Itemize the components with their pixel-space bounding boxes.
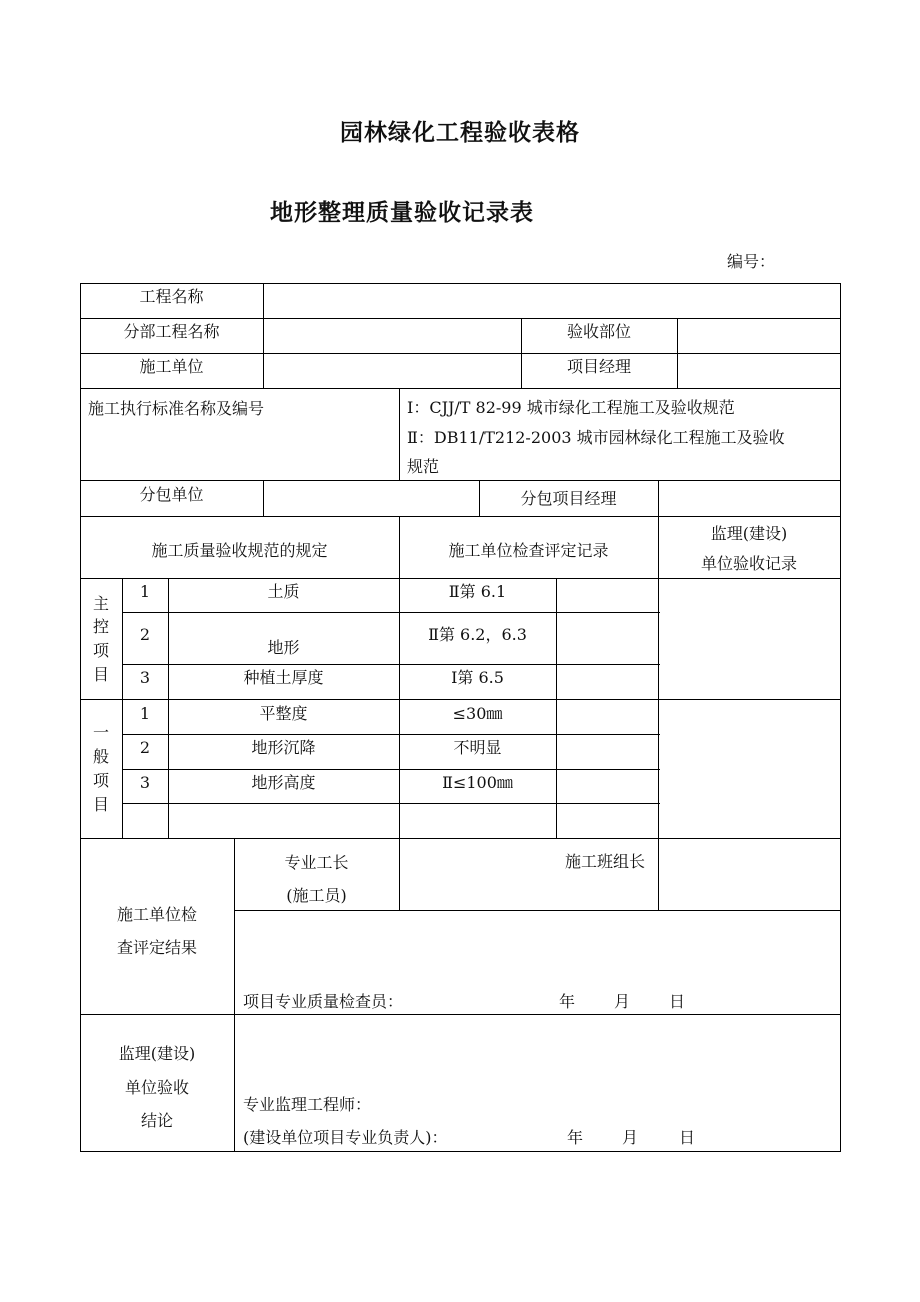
- subcontract-manager-field[interactable]: [659, 482, 840, 515]
- team-leader-signature-field[interactable]: [659, 840, 840, 909]
- date-year: 年: [567, 1128, 584, 1147]
- main-item-name: 土质: [267, 582, 300, 601]
- construction-unit-field[interactable]: [264, 355, 520, 387]
- standard-2-continued: 规范: [407, 457, 440, 476]
- main-item-name: 地形: [267, 638, 300, 657]
- general-item-spec: Ⅱ≤100㎜: [442, 773, 513, 792]
- main-item-name: 种植土厚度: [243, 668, 324, 687]
- acceptance-part-field[interactable]: [678, 320, 840, 352]
- spec-header: 施工质量验收规范的规定: [151, 541, 328, 560]
- form-title: 地形整理质量验收记录表: [270, 200, 534, 226]
- project-name-label: 工程名称: [139, 287, 204, 306]
- main-item-no: 1: [139, 582, 151, 601]
- date-day: 日: [669, 992, 686, 1011]
- main-item-no: 2: [139, 625, 151, 644]
- date-month: 月: [622, 1128, 639, 1147]
- date-year: 年: [559, 992, 576, 1011]
- standard-label: 施工执行标准名称及编号: [88, 399, 265, 418]
- supervision-header-line1: 监理(建设): [710, 524, 788, 543]
- subcontractor-label: 分包单位: [139, 485, 204, 504]
- general-items-label-char: 一: [92, 723, 109, 742]
- project-name-field[interactable]: [264, 286, 840, 317]
- main-item-no: 3: [139, 668, 151, 687]
- general-items-label-char: 目: [92, 795, 109, 814]
- foreman-signature-field[interactable]: [400, 840, 557, 909]
- supervisor-label: 专业监理工程师：: [243, 1095, 372, 1114]
- general-item-name: 平整度: [259, 704, 308, 723]
- date-day: 日: [679, 1128, 696, 1147]
- general-items-label-char: 项: [92, 771, 109, 790]
- standard-2: Ⅱ：DB11/T212-2003 城市园林绿化工程施工及验收: [407, 428, 785, 447]
- general-items-label-char: 般: [92, 747, 109, 766]
- project-manager-label: 项目经理: [566, 357, 631, 376]
- quality-inspector-label: 项目专业质量检查员：: [243, 992, 404, 1011]
- subcontract-manager-label: 分包项目经理: [520, 489, 617, 508]
- project-manager-field[interactable]: [678, 355, 840, 387]
- general-item-no: 2: [139, 738, 151, 757]
- owner-rep-label: (建设单位项目专业负责人)：: [243, 1128, 448, 1147]
- main-items-label-char: 主: [92, 594, 109, 613]
- acceptance-part-label: 验收部位: [566, 322, 631, 341]
- check-record-header: 施工单位检查评定记录: [448, 541, 609, 560]
- main-items-label-char: 控: [92, 617, 109, 636]
- main-items-label-char: 项: [92, 641, 109, 660]
- general-item-name: 地形沉降: [251, 738, 316, 757]
- general-item-spec: ≤30㎜: [452, 704, 503, 723]
- document-title: 园林绿化工程验收表格: [340, 120, 580, 146]
- result-label-line1: 施工单位检: [116, 905, 197, 924]
- main-item-spec: Ⅱ第 6.2，6.3: [428, 625, 527, 644]
- conclusion-label-line1: 监理(建设): [118, 1044, 196, 1063]
- sub-project-label: 分部工程名称: [123, 322, 220, 341]
- construction-unit-label: 施工单位: [139, 357, 204, 376]
- conclusion-label-line2: 单位验收: [124, 1078, 189, 1097]
- main-items-label-char: 目: [92, 665, 109, 684]
- result-label-line2: 查评定结果: [116, 938, 197, 957]
- foreman-label-line2: (施工员): [286, 886, 347, 905]
- main-item-spec: Ⅰ第 6.5: [451, 668, 504, 687]
- date-month: 月: [614, 992, 631, 1011]
- general-item-no: 1: [139, 704, 151, 723]
- team-leader-label: 施工班组长: [565, 852, 646, 871]
- sub-project-field[interactable]: [264, 320, 520, 352]
- supervision-header-line2: 单位验收记录: [700, 554, 797, 573]
- conclusion-label-line3: 结论: [140, 1111, 173, 1130]
- document-number-label: 编号：: [727, 252, 776, 271]
- subcontractor-field[interactable]: [264, 482, 478, 515]
- main-item-spec: Ⅱ第 6.1: [448, 582, 507, 601]
- standard-1: Ⅰ：CJJ/T 82-99 城市绿化工程施工及验收规范: [407, 398, 735, 417]
- general-item-no: 3: [139, 773, 151, 792]
- general-item-spec: 不明显: [453, 738, 502, 757]
- general-item-name: 地形高度: [251, 773, 316, 792]
- foreman-label-line1: 专业工长: [284, 853, 349, 872]
